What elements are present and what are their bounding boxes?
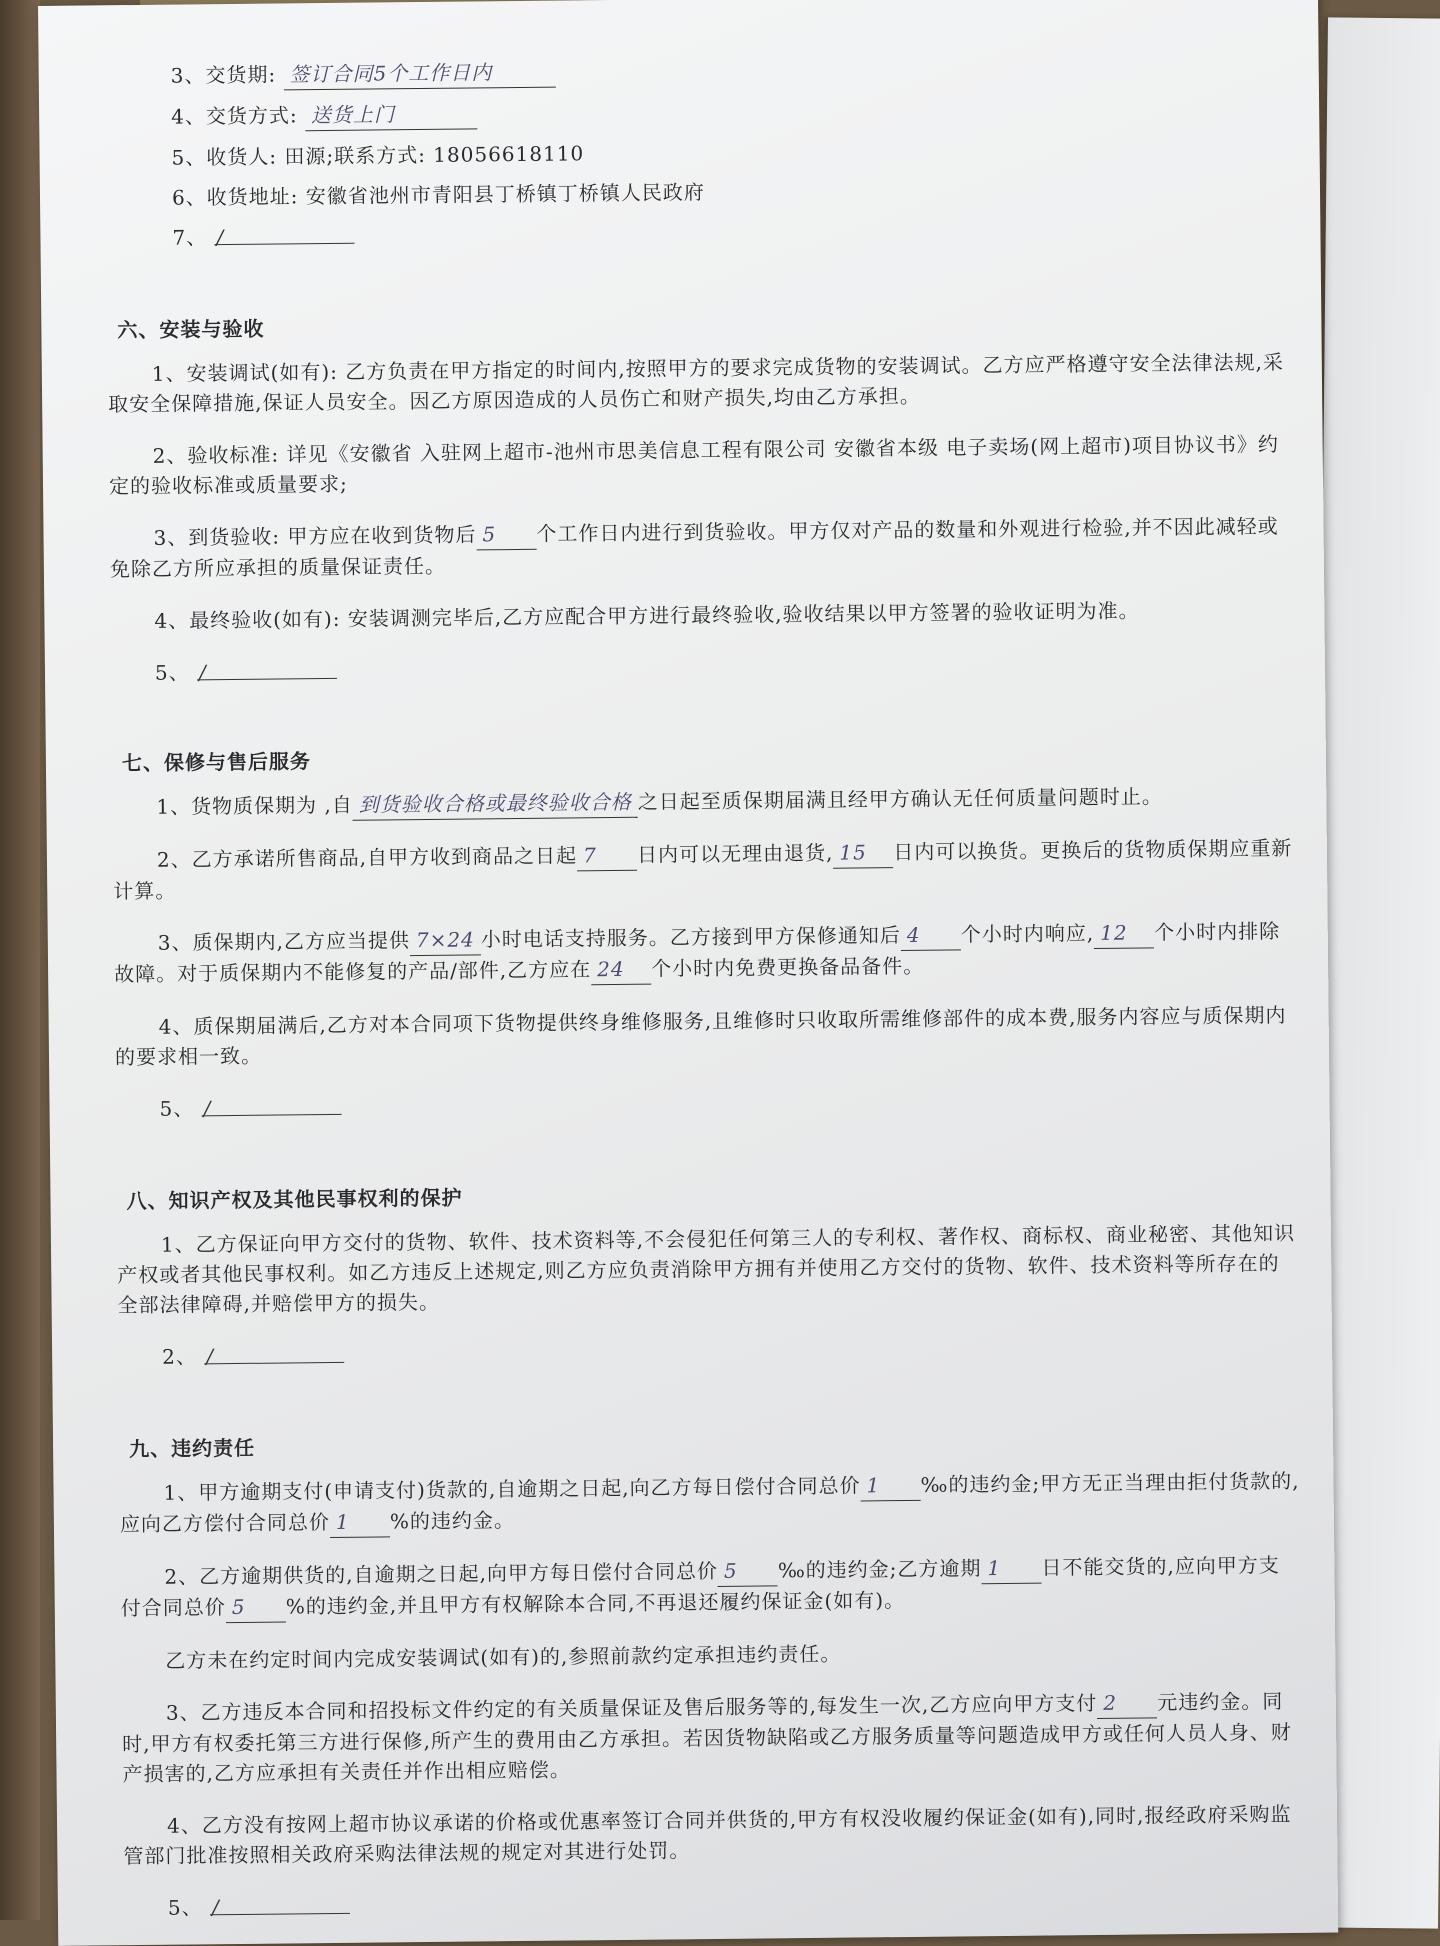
response-hours-fill: 4 bbox=[901, 919, 961, 951]
section-9-heading: 九、违约责任 bbox=[128, 1435, 256, 1462]
sec8-para-1: 1、乙方保证向甲方交付的货物、软件、技术资料等,不会侵犯任何第三人的专利权、著作权、商标权、商业秘密、其他知识产权或者其他民事权利。如乙方违反上述规定,则乙方应负责消除甲方拥有并使用乙方交付的货物、软件、技术资料等所存在的全部法律障碍,并赔偿甲方的损失。 bbox=[117, 1220, 1296, 1318]
sec9-para-1: 1、甲方逾期支付(申请支付)货款的,自逾期之日起,向乙方每日偿付合同总价 1 ‰的违约金;甲方无正当理由拒付货款的,应向乙方偿付合同总价 1 %的违约金。 bbox=[119, 1468, 1300, 1537]
desk-edge-left bbox=[0, 0, 40, 1920]
delivery-item-6: 6、收货地址: 安徽省池州市青阳县丁桥镇丁桥镇人民政府 bbox=[171, 180, 705, 210]
section-8-heading: 八、知识产权及其他民事权利的保护 bbox=[126, 1185, 463, 1214]
sec7-item-5: 5、 / bbox=[115, 1082, 1295, 1124]
sec7-para-3: 3、质保期内,乙方应当提供 7×24 小时电话支持服务。乙方接到甲方保修通知后 4 个小时内响应, 12 个小时内排除故障。对于质保期内不能修复的产品/部件,乙方应在 24 个小时内免费更换备品备件。 bbox=[114, 919, 1281, 987]
delivery-item-7: 7、 / bbox=[106, 211, 1286, 253]
delivery-item-3: 3、交货期: 签订合同5个工作日内 bbox=[105, 49, 1285, 92]
seller-total-penalty-fill: 5 bbox=[226, 1591, 286, 1623]
exchange-days-fill: 15 bbox=[833, 837, 893, 869]
sec6-para-4: 4、最终验收(如有): 安装调测完毕后,乙方应配合甲方进行最终验收,验收结果以甲方签署的验收证明为准。 bbox=[154, 598, 1140, 633]
delivery-method-fill: 送货上门 bbox=[305, 98, 477, 131]
blank-line bbox=[214, 221, 354, 245]
acceptance-days-fill: 5 bbox=[476, 519, 536, 551]
sec7-para-4: 4、质保期届满后,乙方对本合同项下货物提供终身维修服务,且维修时只收取所需维修部件的成本费,服务内容应与质保期内的要求相一致。 bbox=[114, 1002, 1287, 1070]
sec8-item-2: 2、 / bbox=[118, 1330, 1298, 1372]
sec9-para-2-extra: 乙方未在约定时间内完成安装调试(如有)的,参照前款约定承担违约责任。 bbox=[165, 1641, 842, 1673]
sec9-item-5: 5、 / bbox=[124, 1881, 1304, 1923]
sec6-para-1: 1、安装调试(如有): 乙方负责在甲方指定的时间内,按照甲方的要求完成货物的安装调试。乙方应严格遵守安全法律法规,采取安全保障措施,保证人员安全。因乙方原因造成的人员伤亡和财产损失,均由乙方承担。 bbox=[108, 349, 1285, 417]
contract-page bbox=[38, 0, 1338, 1946]
buyer-daily-penalty-fill: 1 bbox=[860, 1470, 920, 1502]
service-penalty-fill: 2 bbox=[1097, 1687, 1157, 1719]
support-hours-fill: 7×24 bbox=[410, 924, 481, 956]
section-7-heading: 七、保修与售后服务 bbox=[121, 749, 312, 776]
blank-line bbox=[201, 1092, 341, 1116]
delivery-item-4: 4、交货方式: 送货上门 bbox=[105, 90, 1285, 133]
page-content bbox=[105, 49, 1304, 1923]
warranty-start-fill: 到货验收合格或最终验收合格 bbox=[353, 787, 638, 821]
delivery-period-fill: 签订合同5个工作日内 bbox=[283, 57, 555, 91]
sec6-para-3: 3、到货验收: 甲方应在收到货物后 5 个工作日内进行到货验收。甲方仅对产品的数量和外观进行检验,并不因此减轻或免除乙方所应承担的质量保证责任。 bbox=[109, 514, 1279, 582]
return-days-fill: 7 bbox=[577, 840, 637, 872]
sec7-para-2: 2、乙方承诺所售商品,自甲方收到商品之日起 7 日内可以无理由退货, 15 日内可以换货。更换后的货物质保期应重新计算。 bbox=[113, 835, 1293, 904]
section-6-heading: 六、安装与验收 bbox=[117, 316, 265, 343]
delivery-item-5: 5、收货人: 田源;联系方式: 18056618110 bbox=[171, 141, 585, 170]
repair-hours-fill: 12 bbox=[1094, 917, 1154, 949]
buyer-refusal-penalty-fill: 1 bbox=[330, 1506, 390, 1538]
sec9-para-3: 3、乙方违反本合同和招投标文件约定的有关质量保证及售后服务等的,每发生一次,乙方应向甲方支付 2 元违约金。同时,甲方有权委托第三方进行保修,所产生的费用由乙方承担。若因货物缺陷或乙方服务质量等问题造成甲方或任何人员人身、财产损害的,乙方应承担有关责任并作出相应赔偿。 bbox=[122, 1689, 1292, 1787]
sec6-para-2: 2、验收标准: 详见《安徽省 入驻网上超市-池州市思美信息工程有限公司 安徽省本级 电子卖场(网上超市)项目协议书》约定的验收标准或质量要求; bbox=[108, 432, 1280, 499]
sec9-para-4: 4、乙方没有按网上超市协议承诺的价格或优惠率签订合同并供货的,甲方有权没收履约保证金(如有),同时,报经政府采购监管部门批准按照相关政府采购法律法规的规定对其进行处罚。 bbox=[123, 1801, 1292, 1869]
sec7-para-1: 1、货物质保期为 ,自 到货验收合格或最终验收合格 之日起至质保期届满且经甲方确认无任何质量问题时止。 bbox=[156, 784, 1163, 819]
replacement-hours-fill: 24 bbox=[591, 954, 651, 986]
blank-line bbox=[204, 1340, 344, 1364]
sec6-item-5: 5、 / bbox=[111, 646, 1291, 688]
seller-daily-penalty-fill: 5 bbox=[718, 1555, 778, 1587]
sec9-para-2: 2、乙方逾期供货的,自逾期之日起,向甲方每日偿付合同总价 5 ‰的违约金;乙方逾期 1 日不能交货的,应向甲方支付合同总价 5 %的违约金,并且甲方有权解除本合同,不再退还履约保证金(如有)。 bbox=[120, 1550, 1301, 1624]
blank-line bbox=[197, 656, 337, 680]
seller-overdue-days-fill: 1 bbox=[981, 1553, 1041, 1585]
blank-line bbox=[210, 1891, 350, 1915]
